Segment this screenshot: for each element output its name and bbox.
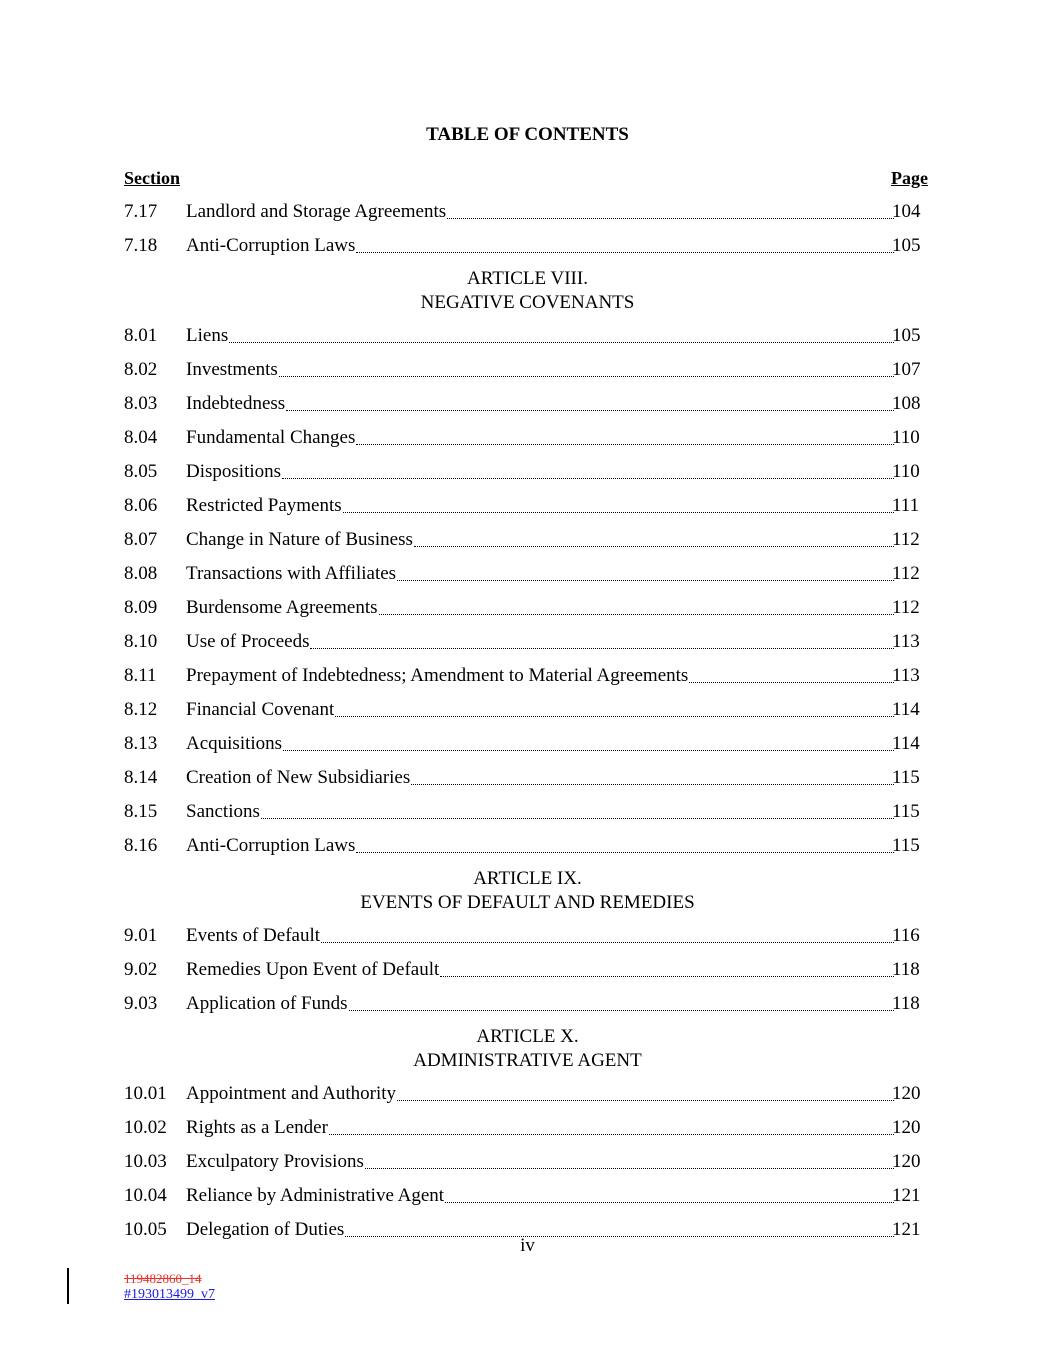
dot-leader [283, 750, 894, 751]
section-title: Change in Nature of Business [186, 529, 413, 550]
entry-leader [186, 631, 894, 653]
section-number: 8.10 [124, 631, 158, 652]
page-reference: 105 [892, 235, 921, 256]
entry-leader [186, 201, 894, 223]
entry-leader [186, 835, 894, 857]
section-title: Financial Covenant [186, 699, 335, 720]
section-number: 9.02 [124, 959, 158, 980]
dot-leader [279, 376, 894, 377]
toc-entry[interactable] [124, 455, 930, 489]
section-title: Acquisitions [186, 733, 283, 754]
dot-leader [445, 1202, 894, 1203]
toc-entry[interactable] [124, 1111, 930, 1145]
section-number: 10.01 [124, 1083, 167, 1104]
section-number: 8.11 [124, 665, 157, 686]
page-reference: 114 [892, 699, 920, 720]
section-number: 8.08 [124, 563, 158, 584]
section-number: 10.05 [124, 1219, 167, 1240]
entry-leader [186, 393, 894, 415]
toc-entry[interactable] [124, 1077, 930, 1111]
section-title: Restricted Payments [186, 495, 342, 516]
toc-entry[interactable] [124, 591, 930, 625]
section-title: Rights as a Lender [186, 1117, 328, 1138]
entry-leader [186, 959, 894, 981]
section-title: Transactions with Affiliates [186, 563, 397, 584]
dot-leader [329, 1134, 894, 1135]
entry-leader [186, 461, 894, 483]
entry-leader [186, 733, 894, 755]
page-reference: 120 [892, 1151, 921, 1172]
dot-leader [349, 1010, 895, 1011]
section-number: 8.06 [124, 495, 158, 516]
article-number: ARTICLE VIII. [467, 268, 588, 289]
section-title: Reliance by Administrative Agent [186, 1185, 445, 1206]
dot-leader [343, 512, 894, 513]
section-number: 9.03 [124, 993, 158, 1014]
entry-leader [186, 359, 894, 381]
section-title: Investments [186, 359, 278, 380]
dot-leader [414, 546, 894, 547]
article-heading [0, 863, 1055, 919]
page-reference: 104 [892, 201, 921, 222]
section-number: 8.15 [124, 801, 158, 822]
section-column-header: Section [124, 168, 180, 188]
section-title: Landlord and Storage Agreements [186, 201, 447, 222]
entry-leader [186, 993, 894, 1015]
toc-entry[interactable] [124, 693, 930, 727]
section-title: Dispositions [186, 461, 282, 482]
article-number: ARTICLE X. [476, 1026, 579, 1047]
page-reference: 110 [892, 427, 920, 448]
toc-entry[interactable] [124, 987, 930, 1021]
page-reference: 113 [892, 631, 920, 652]
section-number: 8.05 [124, 461, 158, 482]
change-bar [67, 1268, 69, 1304]
toc-entry[interactable] [124, 1145, 930, 1179]
page-reference: 113 [892, 665, 920, 686]
dot-leader [365, 1168, 894, 1169]
entry-leader [186, 235, 894, 257]
dot-leader [397, 1100, 894, 1101]
toc-entry[interactable] [124, 557, 930, 591]
dot-leader [310, 648, 894, 649]
section-number: 7.17 [124, 201, 158, 222]
toc-entry[interactable] [124, 1179, 930, 1213]
inserted-document-id: #193013499_v7 [124, 1287, 215, 1302]
section-title: Remedies Upon Event of Default [186, 959, 440, 980]
dot-leader [356, 444, 894, 445]
page-reference: 118 [892, 959, 920, 980]
article-title: NEGATIVE COVENANTS [420, 292, 635, 313]
section-title: Use of Proceeds [186, 631, 310, 652]
entry-leader [186, 1185, 894, 1207]
table-of-contents [124, 195, 930, 1247]
page-reference: 111 [892, 495, 920, 516]
toc-entry[interactable] [124, 195, 930, 229]
entry-leader [186, 495, 894, 517]
toc-entry[interactable] [124, 829, 930, 863]
dot-leader [261, 818, 894, 819]
section-number: 8.09 [124, 597, 158, 618]
section-number: 8.02 [124, 359, 158, 380]
dot-leader [440, 976, 894, 977]
article-heading [0, 263, 1055, 319]
dot-leader [282, 478, 894, 479]
dot-leader [286, 410, 894, 411]
toc-entry[interactable] [124, 353, 930, 387]
toc-entry[interactable] [124, 761, 930, 795]
entry-leader [186, 529, 894, 551]
section-title: Burdensome Agreements [186, 597, 378, 618]
toc-entry[interactable] [124, 387, 930, 421]
page-reference: 115 [892, 767, 920, 788]
section-title: Anti-Corruption Laws [186, 835, 356, 856]
dot-leader [397, 580, 894, 581]
section-number: 9.01 [124, 925, 158, 946]
section-number: 8.13 [124, 733, 158, 754]
dot-leader [356, 252, 894, 253]
page-reference: 112 [892, 597, 920, 618]
toc-entry[interactable] [124, 659, 930, 693]
page-reference: 120 [892, 1083, 921, 1104]
page-reference: 121 [892, 1219, 921, 1240]
section-number: 7.18 [124, 235, 158, 256]
section-title: Appointment and Authority [186, 1083, 397, 1104]
page-reference: 118 [892, 993, 920, 1014]
entry-leader [186, 665, 894, 687]
toc-entry[interactable] [124, 319, 930, 353]
dot-leader [321, 942, 894, 943]
dot-leader [689, 682, 894, 683]
deleted-document-id: 119482860_14 [124, 1271, 202, 1286]
page-reference: 116 [892, 925, 920, 946]
section-number: 10.03 [124, 1151, 167, 1172]
section-title: Prepayment of Indebtedness; Amendment to Material Agreements [186, 665, 689, 686]
section-title: Creation of New Subsidiaries [186, 767, 411, 788]
toc-entry[interactable] [124, 953, 930, 987]
dot-leader [229, 342, 894, 343]
page-reference: 115 [892, 835, 920, 856]
toc-entry[interactable] [124, 795, 930, 829]
entry-leader [186, 427, 894, 449]
section-number: 10.04 [124, 1185, 167, 1206]
toc-entry[interactable] [124, 421, 930, 455]
entry-leader [186, 767, 894, 789]
page-column-header: Page [891, 168, 928, 188]
section-title: Exculpatory Provisions [186, 1151, 364, 1172]
toc-entry[interactable] [124, 489, 930, 523]
entry-leader [186, 925, 894, 947]
page-title: TABLE OF CONTENTS [426, 124, 629, 145]
page-reference: 121 [892, 1185, 921, 1206]
page-number: iv [520, 1235, 535, 1256]
toc-entry[interactable] [124, 523, 930, 557]
toc-entry[interactable] [124, 625, 930, 659]
section-title: Liens [186, 325, 229, 346]
article-title: ADMINISTRATIVE AGENT [413, 1050, 642, 1071]
dot-leader [379, 614, 894, 615]
dot-leader [356, 852, 894, 853]
page-reference: 108 [892, 393, 921, 414]
section-title: Indebtedness [186, 393, 286, 414]
page-reference: 112 [892, 563, 920, 584]
section-number: 8.01 [124, 325, 158, 346]
page-reference: 107 [892, 359, 921, 380]
section-title: Delegation of Duties [186, 1219, 345, 1240]
entry-leader [186, 801, 894, 823]
section-number: 10.02 [124, 1117, 167, 1138]
section-title: Events of Default [186, 925, 321, 946]
entry-leader [186, 699, 894, 721]
article-heading [0, 1021, 1055, 1077]
section-number: 8.03 [124, 393, 158, 414]
page-reference: 120 [892, 1117, 921, 1138]
entry-leader [186, 325, 894, 347]
dot-leader [411, 784, 894, 785]
article-number: ARTICLE IX. [473, 868, 582, 889]
section-title: Sanctions [186, 801, 260, 822]
entry-leader [186, 597, 894, 619]
page-reference: 112 [892, 529, 920, 550]
section-title: Fundamental Changes [186, 427, 356, 448]
page-reference: 115 [892, 801, 920, 822]
dot-leader [335, 716, 894, 717]
section-number: 8.16 [124, 835, 158, 856]
section-number: 8.14 [124, 767, 158, 788]
entry-leader [186, 1083, 894, 1105]
section-title: Application of Funds [186, 993, 348, 1014]
dot-leader [447, 218, 894, 219]
toc-entry[interactable] [124, 727, 930, 761]
article-title: EVENTS OF DEFAULT AND REMEDIES [360, 892, 695, 913]
toc-entry[interactable] [124, 919, 930, 953]
entry-leader [186, 1117, 894, 1139]
section-number: 8.12 [124, 699, 158, 720]
section-number: 8.04 [124, 427, 158, 448]
page-reference: 105 [892, 325, 921, 346]
page-reference: 110 [892, 461, 920, 482]
section-title: Anti-Corruption Laws [186, 235, 356, 256]
entry-leader [186, 1151, 894, 1173]
toc-entry[interactable] [124, 229, 930, 263]
entry-leader [186, 563, 894, 585]
section-number: 8.07 [124, 529, 158, 550]
page-reference: 114 [892, 733, 920, 754]
